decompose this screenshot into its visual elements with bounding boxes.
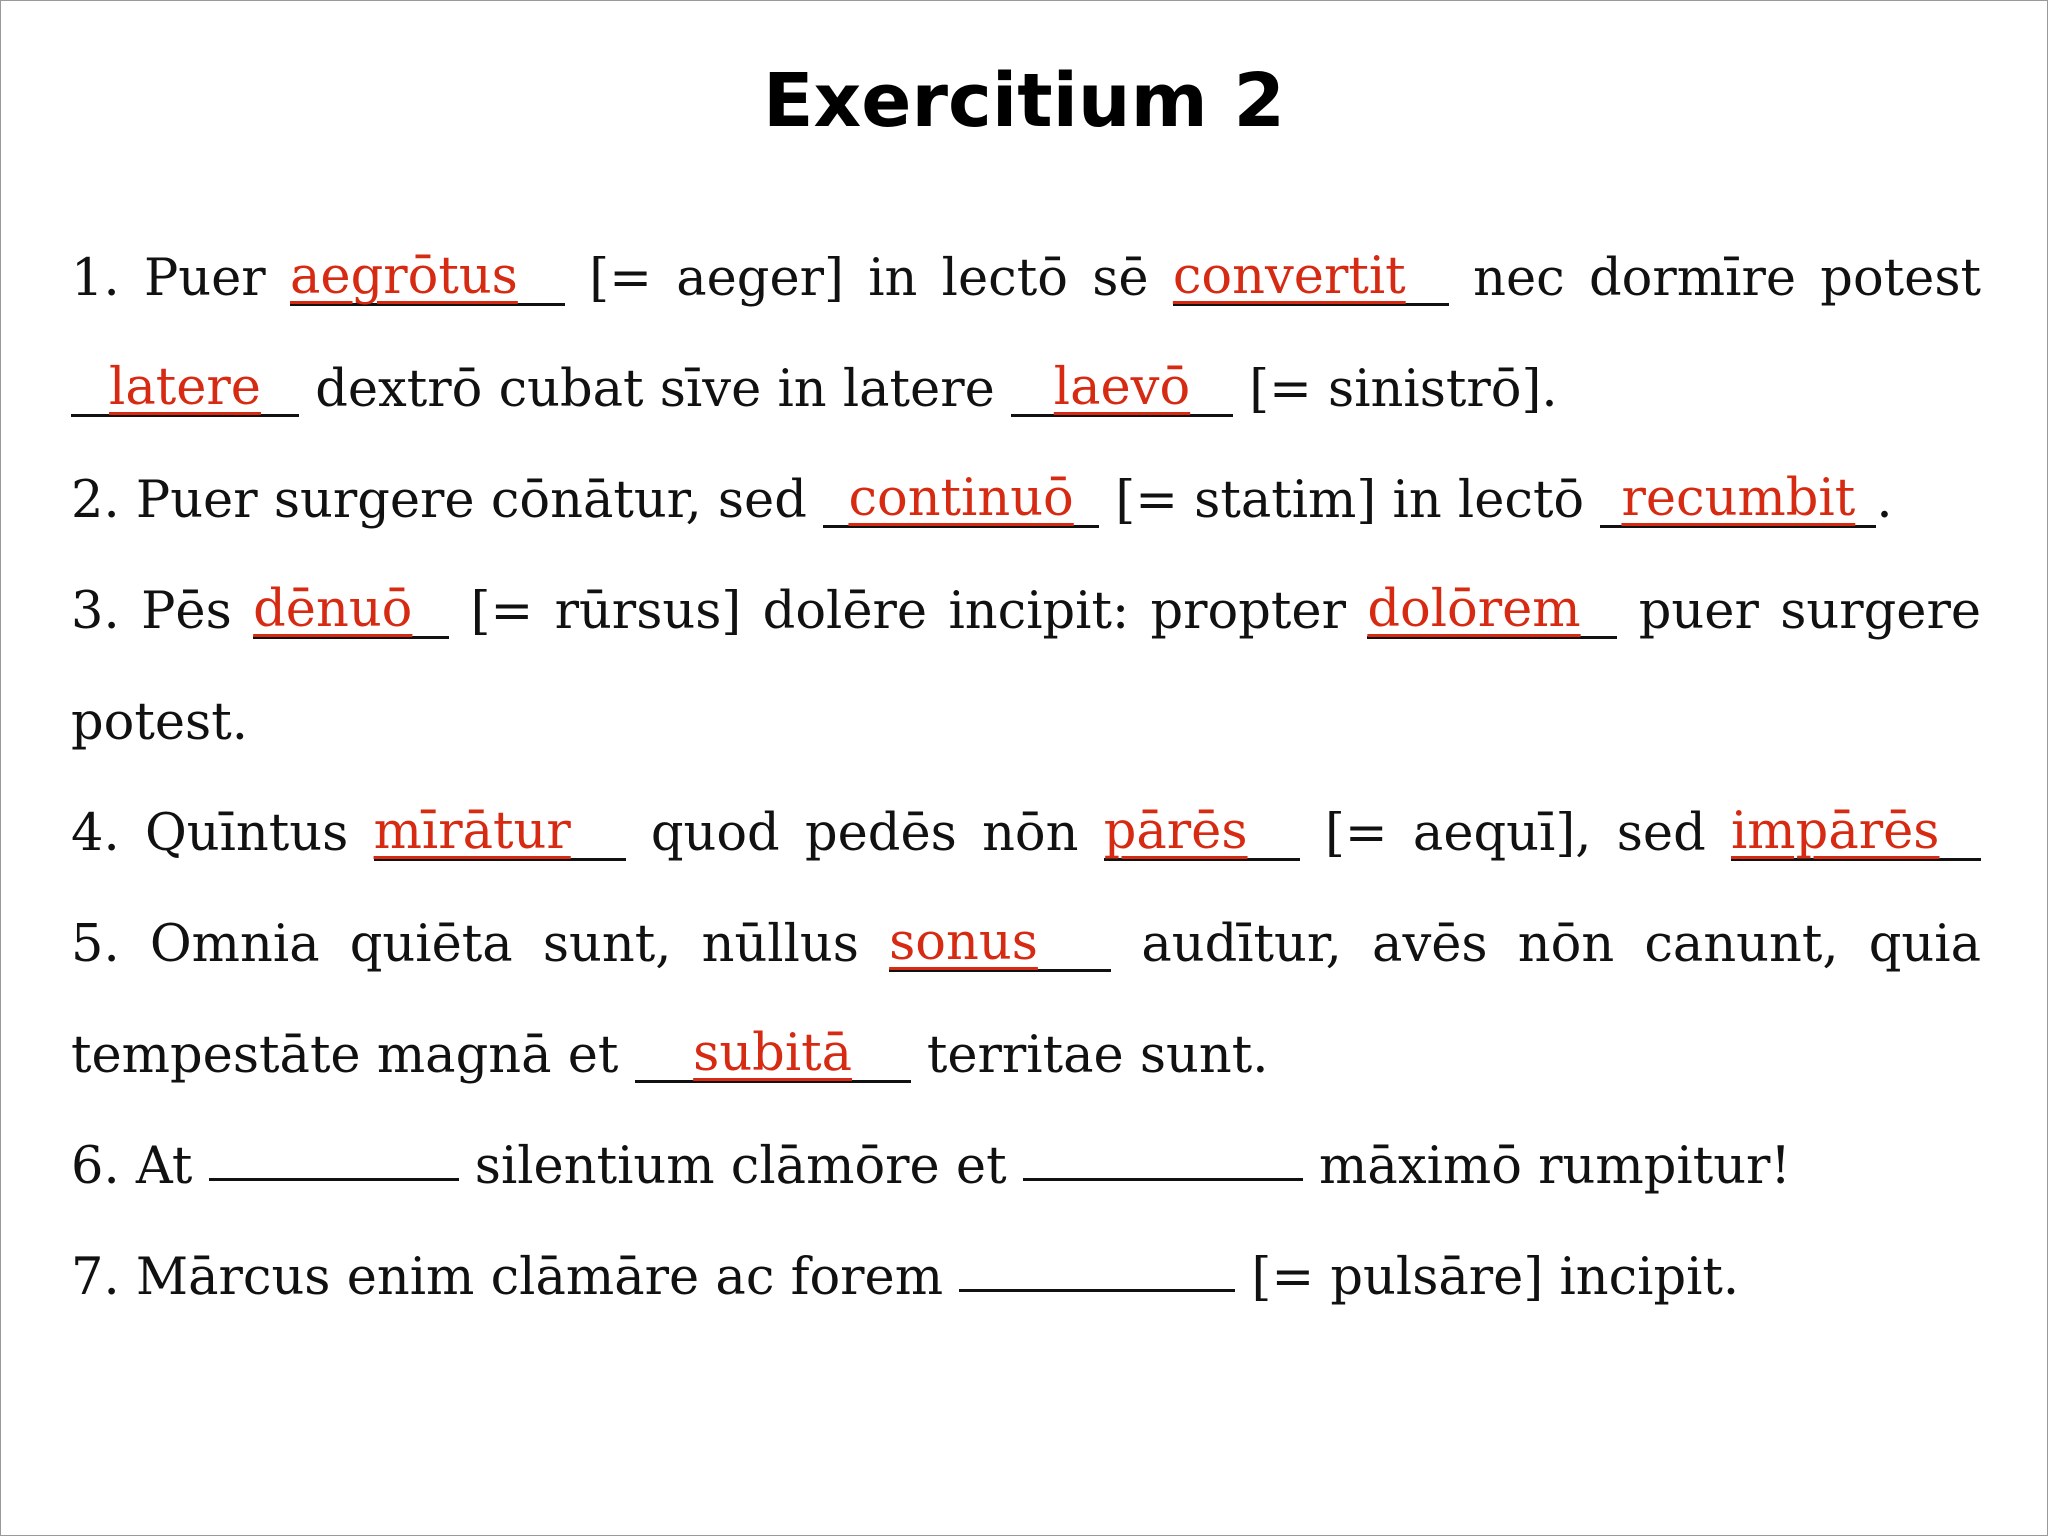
slide-title: Exercitium 2 <box>763 58 1285 144</box>
answer-text: continuō <box>848 469 1074 528</box>
answer-blank <box>71 358 299 417</box>
sentence-text: [= statim] in lectō <box>1115 471 1585 530</box>
answer-blank <box>290 247 565 306</box>
sentence-number: 5. <box>71 915 120 974</box>
answer-text: impārēs <box>1731 802 1940 861</box>
sentence-2 <box>71 445 1981 556</box>
sentence-text: [= rūrsus] dolēre incipit: propter <box>470 582 1346 641</box>
answer-text: convertit <box>1172 247 1406 306</box>
answer-blank <box>1172 247 1449 306</box>
sentence-1-line-2 <box>71 334 1981 445</box>
sentence-text: [= aequī], sed <box>1325 804 1706 863</box>
sentence-number: 1. <box>71 249 120 308</box>
answer-blank <box>1367 580 1617 639</box>
sentence-3-line-2 <box>71 667 1981 778</box>
answer-text: mīrātur <box>373 802 571 861</box>
answer-blank <box>1600 469 1876 528</box>
sentence-text: [= aeger] in lectō sē <box>589 249 1149 308</box>
sentence-number: 4. <box>71 804 120 863</box>
sentence-text: Puer surgere cōnātur, sed <box>135 471 807 530</box>
sentence-number: 7. <box>71 1248 120 1307</box>
sentence-text: Omnia quiēta sunt, nūllus <box>149 915 859 974</box>
sentence-6 <box>71 1111 1981 1222</box>
sentence-text: At <box>135 1137 193 1196</box>
sentence-number: 3. <box>71 582 120 641</box>
answer-text: laevō <box>1053 358 1191 417</box>
answer-text: recumbit <box>1621 469 1856 528</box>
exercise-body <box>71 223 1981 1333</box>
sentence-5-line-2 <box>71 1000 1981 1111</box>
answer-blank <box>889 913 1111 972</box>
answer-blank <box>253 580 449 639</box>
sentence-text: puer surgere <box>1638 582 1981 641</box>
sentence-7 <box>71 1222 1981 1333</box>
sentence-5-line-1 <box>71 889 1981 1000</box>
answer-blank <box>1731 802 1981 861</box>
sentence-1-line-1 <box>71 223 1981 334</box>
answer-text: aegrōtus <box>290 247 518 306</box>
answer-text: subitā <box>693 1024 853 1083</box>
sentence-text: [= pulsāre] incipit. <box>1251 1248 1740 1307</box>
sentence-text: audītur, avēs nōn canunt, quia <box>1141 915 1981 974</box>
answer-text: sonus <box>889 913 1038 972</box>
answer-text: dēnuō <box>253 580 413 639</box>
answer-blank <box>373 802 626 861</box>
answer-text: latere <box>109 358 261 417</box>
sentence-number: 2. <box>71 471 120 530</box>
sentence-text: Pēs <box>141 582 232 641</box>
sentence-text: [= sinistrō]. <box>1249 360 1558 419</box>
answer-text: pārēs <box>1103 802 1248 861</box>
answer-blank <box>635 1024 911 1083</box>
sentence-text: Quīntus <box>144 804 349 863</box>
answer-blank-empty <box>1023 1126 1303 1181</box>
sentence-text: silentium clāmōre et <box>474 1137 1007 1196</box>
sentence-text: territae sunt. <box>926 1026 1269 1085</box>
sentence-text: māximō rumpitur! <box>1319 1137 1791 1196</box>
sentence-text: tempestāte magnā et <box>71 1026 619 1085</box>
answer-blank-empty <box>209 1126 459 1181</box>
sentence-3-line-1 <box>71 556 1981 667</box>
answer-blank <box>1011 358 1233 417</box>
sentence-text: Puer <box>143 249 266 308</box>
sentence-number: 6. <box>71 1137 120 1196</box>
sentence-text: potest. <box>71 693 248 752</box>
sentence-text: nec dormīre potest <box>1473 249 1981 308</box>
sentence-text: dextrō cubat sīve in latere <box>315 360 995 419</box>
answer-blank <box>1103 802 1300 861</box>
sentence-text: Mārcus enim clāmāre ac forem <box>135 1248 944 1307</box>
answer-blank-empty <box>959 1237 1235 1292</box>
sentence-4 <box>71 778 1981 889</box>
sentence-text: quod pedēs nōn <box>650 804 1079 863</box>
answer-text: dolōrem <box>1367 580 1581 639</box>
sentence-text: . <box>1876 471 1893 530</box>
answer-blank <box>823 469 1099 528</box>
